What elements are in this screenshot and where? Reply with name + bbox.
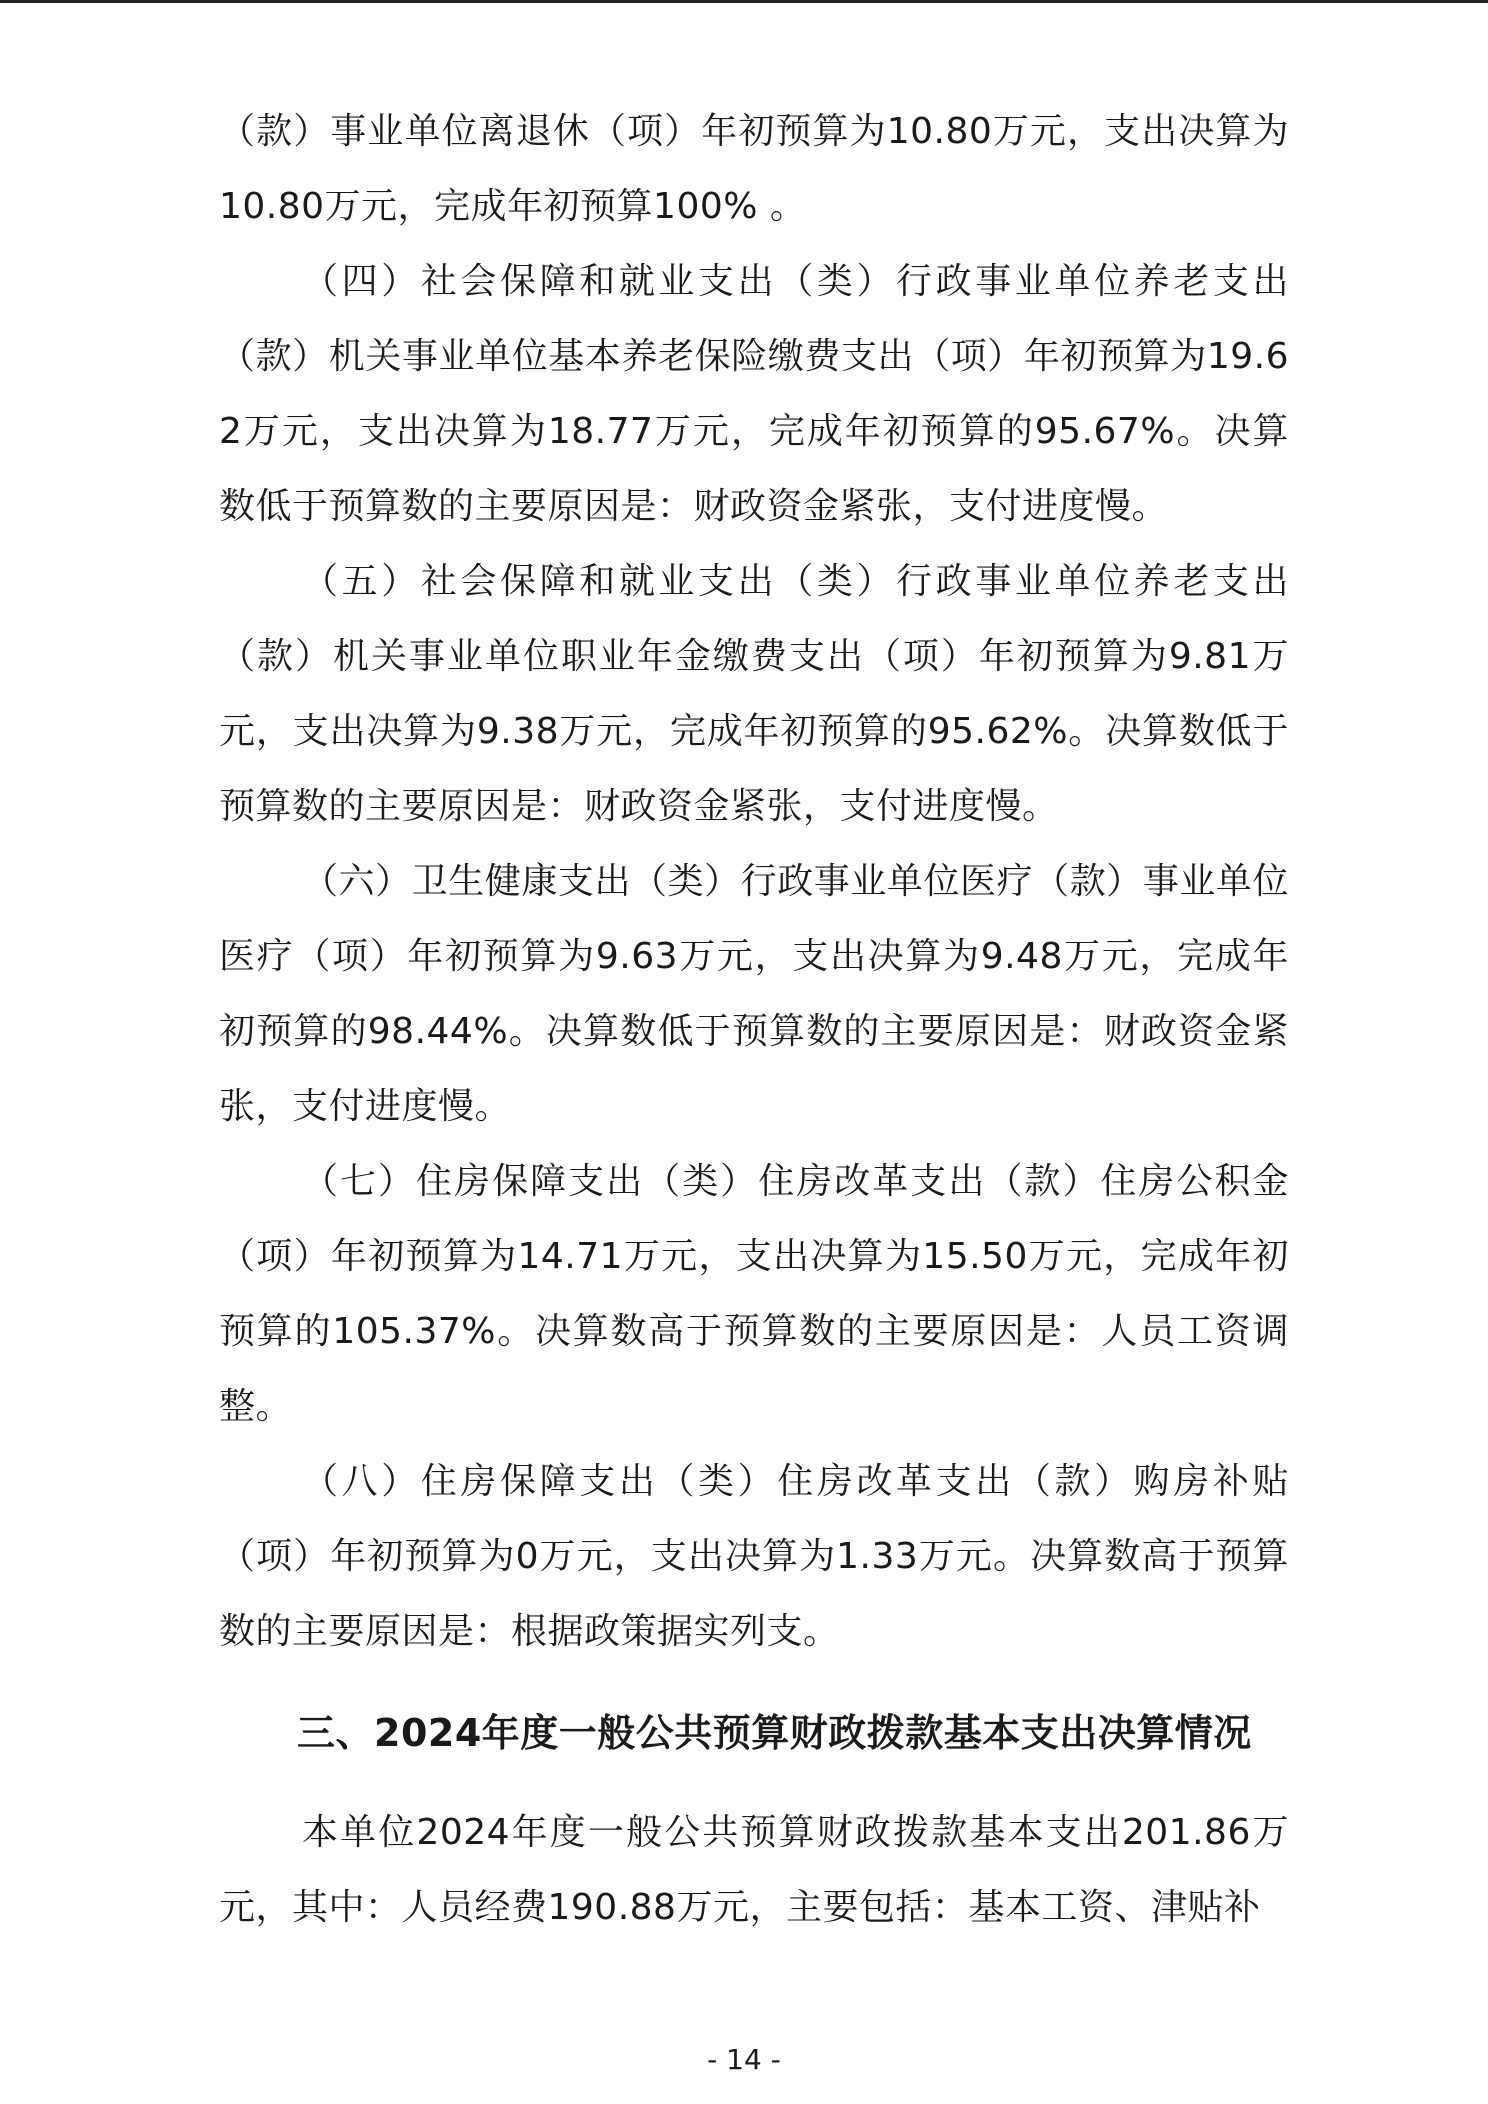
paragraph-item-7: （七）住房保障支出（类）住房改革支出（款）住房公积金（项）年初预算为14.71万元，支出决算为15.50万元，完成年初预算的105.37%。决算数高于预算数的主要原因是：人员工资调整。 xyxy=(219,1161,1289,1427)
document-page xyxy=(219,94,1289,1945)
page-top-border xyxy=(0,0,1488,3)
paragraph-item-5: （五）社会保障和就业支出（类）行政事业单位养老支出（款）机关事业单位职业年金缴费支出（项）年初预算为9.81万元，支出决算为9.38万元，完成年初预算的95.62%。决算数低于预算数的主要原因是：财政资金紧张，支付进度慢。 xyxy=(219,561,1289,827)
page-number: - 14 - xyxy=(707,2043,781,2076)
section-paragraph: 本单位2024年度一般公共预算财政拨款基本支出201.86万元，其中：人员经费190.88万元，主要包括：基本工资、津贴补 xyxy=(219,1812,1289,1928)
paragraph-item-8: （八）住房保障支出（类）住房改革支出（款）购房补贴（项）年初预算为0万元，支出决算为1.33万元。决算数高于预算数的主要原因是：根据政策据实列支。 xyxy=(219,1461,1289,1652)
paragraph-item-6: （六）卫生健康支出（类）行政事业单位医疗（款）事业单位医疗（项）年初预算为9.63万元，支出决算为9.48万元，完成年初预算的98.44%。决算数低于预算数的主要原因是：财政资金紧张，支付进度慢。 xyxy=(219,861,1289,1127)
paragraph-continuation: （款）事业单位离退休（项）年初预算为10.80万元，支出决算为10.80万元，完成年初预算100% 。 xyxy=(219,111,1289,227)
paragraph-item-4: （四）社会保障和就业支出（类）行政事业单位养老支出（款）机关事业单位基本养老保险缴费支出（项）年初预算为19.62万元，支出决算为18.77万元，完成年初预算的95.67%。决算数低于预算数的主要原因是：财政资金紧张，支付进度慢。 xyxy=(219,261,1289,527)
section-heading: 三、2024年度一般公共预算财政拨款基本支出决算情况 xyxy=(297,1711,1252,1755)
